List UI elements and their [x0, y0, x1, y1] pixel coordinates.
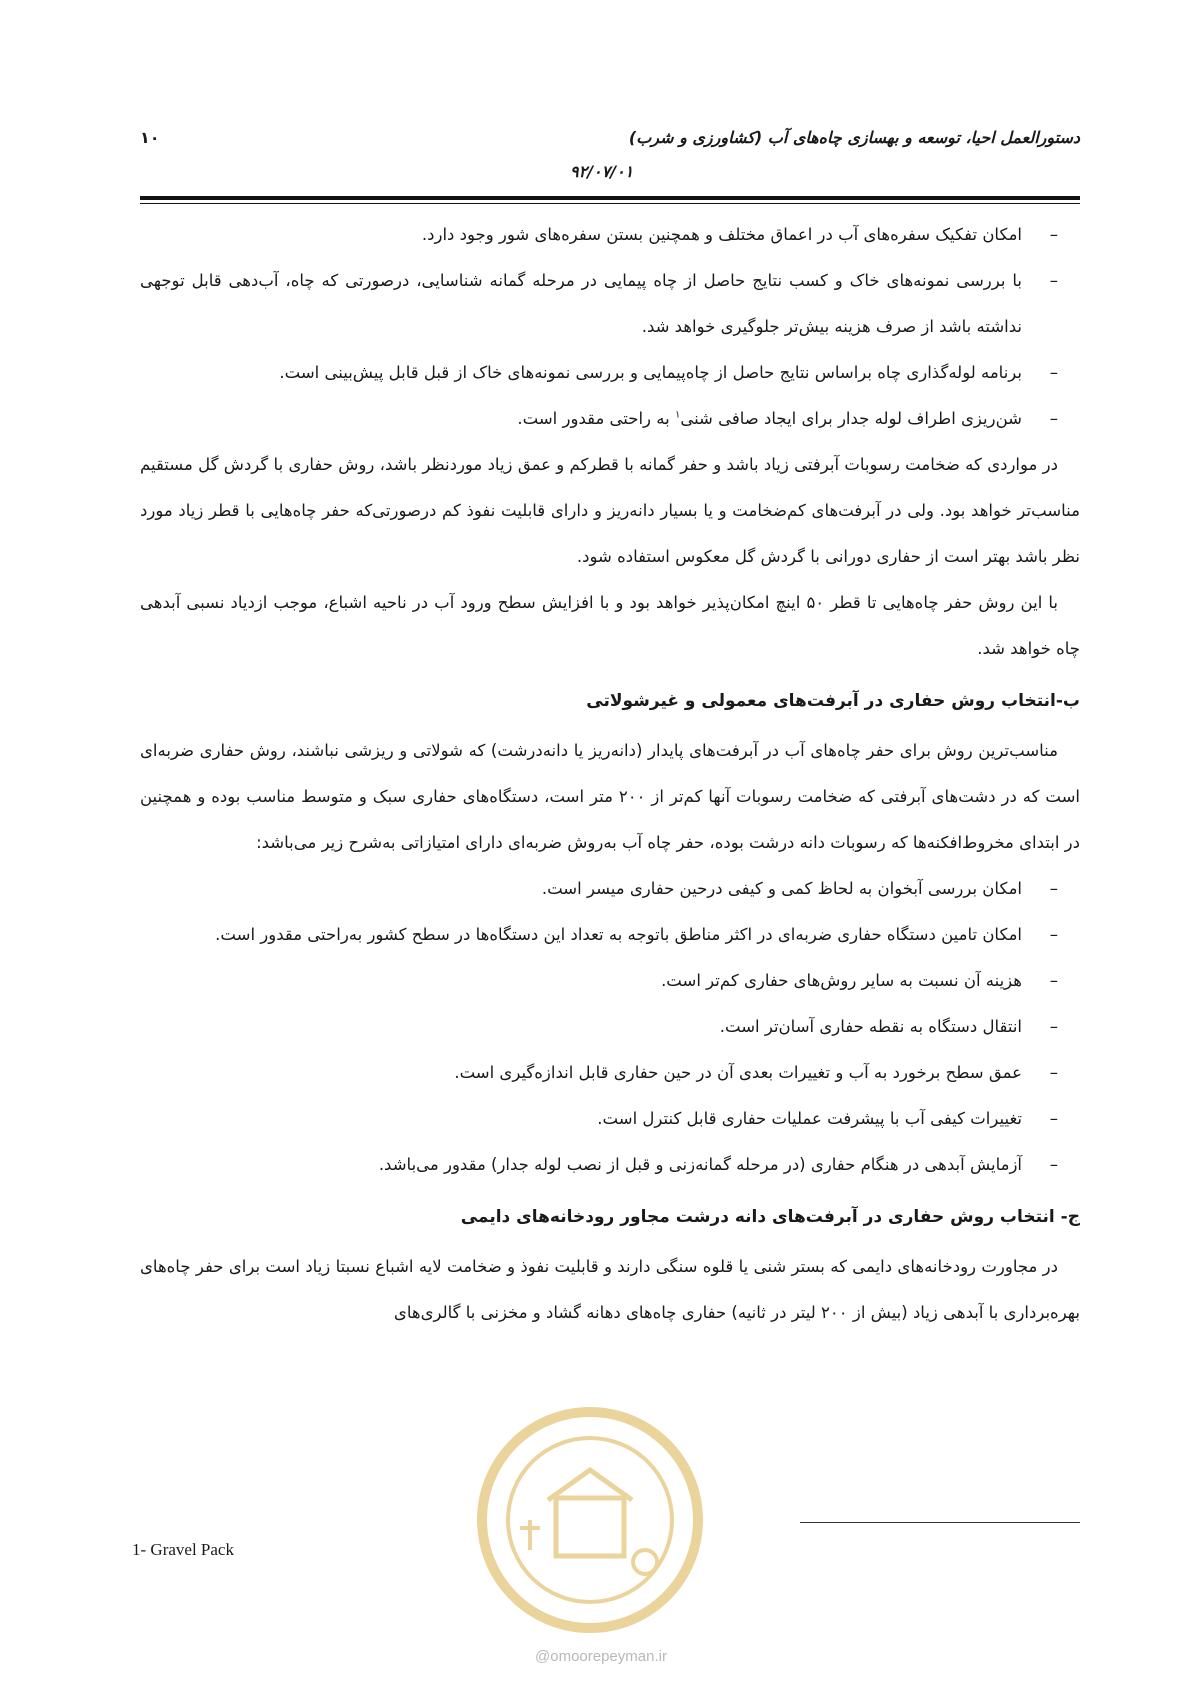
list-item	[140, 1096, 1080, 1142]
list-item	[140, 1050, 1080, 1096]
dash-bullet-icon: –	[1049, 879, 1058, 898]
dash-bullet-icon: –	[1049, 225, 1058, 244]
list-item-text: آزمایش آبدهی در هنگام حفاری (در مرحله گمانه‌زنی و قبل از نصب لوله جدار) مقدور می‌باشد.	[378, 1155, 1022, 1174]
list-item-text: عمق سطح برخورد به آب و تغییرات بعدی آن در حین حفاری قابل اندازه‌گیری است.	[454, 1063, 1022, 1082]
document-date: ۹۲/۰۷/۰۱	[570, 162, 634, 181]
list-item-text: شن‌ریزی اطراف لوله جدار برای ایجاد صافی شنی	[680, 409, 1022, 428]
page-header	[140, 128, 1080, 198]
advantages-list-b	[140, 866, 1080, 1188]
list-item-text: امکان تامین دستگاه حفاری ضربه‌ای در اکثر مناطق باتوجه به تعداد این دستگاه‌ها در سطح کشور به‌راحتی مقدور است.	[215, 925, 1022, 944]
section-heading-b: ب-انتخاب روش حفاری در آبرفت‌های معمولی و غیرشولاتی	[586, 691, 1080, 711]
list-item	[140, 350, 1080, 396]
footnote-marker: ۱	[674, 409, 681, 421]
list-item	[140, 912, 1080, 958]
list-item-text: امکان بررسی آبخوان به لحاظ کمی و کیفی درحین حفاری میسر است.	[541, 879, 1022, 898]
list-item	[140, 866, 1080, 912]
dash-bullet-icon: –	[1049, 363, 1058, 382]
document-title: دستورالعمل احیا، توسعه و بهسازی چاه‌های آب (کشاورزی و شرب)	[628, 128, 1080, 147]
section-heading-c: ج- انتخاب روش حفاری در آبرفت‌های دانه درشت مجاور رودخانه‌های دایمی	[460, 1207, 1080, 1227]
page-number: ۱۰	[140, 128, 160, 147]
dash-bullet-icon: –	[1049, 1109, 1058, 1128]
list-item-text: به راحتی مقدور است.	[517, 409, 675, 428]
list-item	[140, 212, 1080, 258]
list-item-text: هزینه آن نسبت به سایر روش‌های حفاری کم‌تر است.	[661, 971, 1022, 990]
paragraph: در مجاورت رودخانه‌های دایمی که بستر شنی یا قلوه سنگی دارند و قابلیت نفوذ و ضخامت لایه اشباع نسبتا زیاد است برای حفر چاه‌های بهره‌برداری با آبدهی زیاد (بیش از ۲۰۰ لیتر در ثانیه) حفاری چاه‌های دهانه گشاد و مخزنی با گالری‌های	[140, 1257, 1080, 1322]
watermark-site-text: @omoorepeyman.ir	[535, 1648, 667, 1665]
list-item-text: برنامه لوله‌گذاری چاه براساس نتایج حاصل از چاه‌پیمایی و بررسی نمونه‌های خاک از قبل قابل پیش‌بینی است.	[279, 363, 1022, 382]
dash-bullet-icon: –	[1049, 271, 1058, 290]
header-rule-thick	[140, 196, 1080, 200]
dash-bullet-icon: –	[1049, 971, 1058, 990]
dash-bullet-icon: –	[1049, 1063, 1058, 1082]
advantages-list-top	[140, 212, 1080, 442]
list-item-text: امکان تفکیک سفره‌های آب در اعماق مختلف و همچنین بستن سفره‌های شور وجود دارد.	[421, 225, 1022, 244]
list-item	[140, 396, 1080, 442]
paragraph: مناسب‌ترین روش برای حفر چاه‌های آب در آبرفت‌های پایدار (دانه‌ریز یا دانه‌درشت) که شولاتی و ریزشی نباشند، روش حفاری ضربه‌ای است که در دشت‌های آبرفتی که ضخامت رسوبات آنها کم‌تر از ۲۰۰ متر است، دستگاه‌های حفاری سبک و متوسط مناسب بوده و همچنین در ابتدای مخروط‌افکنه‌ها که رسوبات دانه درشت بوده، حفر چاه آب به‌روش ضربه‌ای دارای امتیازاتی به‌شرح زیر می‌باشد:	[140, 741, 1080, 852]
dash-bullet-icon: –	[1049, 925, 1058, 944]
list-item-text: با بررسی نمونه‌های خاک و کسب نتایج حاصل از چاه پیمایی در مرحله گمانه شناسایی، درصورتی که چاه، آب‌دهی قابل توجهی نداشته باشد از صرف هزینه بیش‌تر جلوگیری خواهد شد.	[140, 271, 1022, 336]
list-item-text: انتقال دستگاه به نقطه حفاری آسان‌تر است.	[719, 1017, 1022, 1036]
document-body	[140, 212, 1080, 1336]
list-item	[140, 1142, 1080, 1188]
dash-bullet-icon: –	[1049, 1017, 1058, 1036]
list-item	[140, 258, 1080, 350]
watermark-seal-icon	[470, 1400, 710, 1640]
list-item-text: تغییرات کیفی آب با پیشرفت عملیات حفاری قابل کنترل است.	[597, 1109, 1022, 1128]
header-rule-thin	[140, 203, 1080, 204]
paragraph: در مواردی که ضخامت رسوبات آبرفتی زیاد باشد و حفر گمانه با قطرکم و عمق زیاد مورد‌نظر باشد، روش حفاری با گردش گل مستقیم مناسب‌تر خواهد بود. ولی در آبرفت‌های کم‌ضخامت و یا بسیار دانه‌ریز و دارای قابلیت نفوذ کم درصورتی‌که حفر چاه‌هایی با قطر زیاد مورد نظر باشد بهتر است از حفاری دورانی با گردش گل معکوس استفاده شود.	[140, 455, 1080, 566]
list-item	[140, 1004, 1080, 1050]
dash-bullet-icon: –	[1049, 409, 1058, 428]
footnote: 1- Gravel Pack	[132, 1540, 234, 1559]
footnote-separator	[800, 1522, 1080, 1523]
dash-bullet-icon: –	[1049, 1155, 1058, 1174]
paragraph: با این روش حفر چاه‌هایی تا قطر ۵۰ اینچ امکان‌پذیر خواهد بود و با افزایش سطح ورود آب در ناحیه اشباع، موجب ازدیاد نسبی آبدهی چاه خواهد شد.	[140, 593, 1080, 658]
list-item	[140, 958, 1080, 1004]
